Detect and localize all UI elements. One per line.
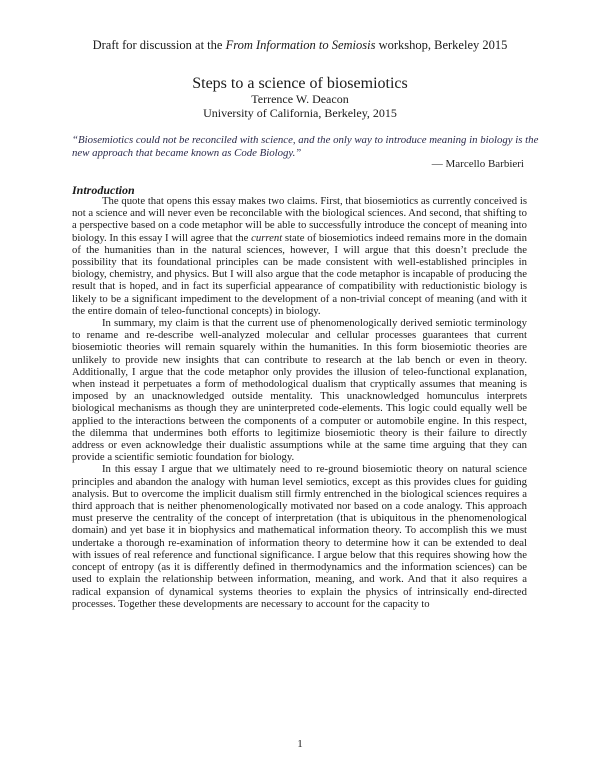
- author-name: Terrence W. Deacon: [251, 92, 349, 106]
- epigraph-attribution: — Marcello Barbieri: [431, 158, 524, 170]
- author-affiliation: University of California, Berkeley, 2015: [203, 106, 397, 120]
- paragraph-3: In this essay I argue that we ultimately need to re-ground biosemiotic theory on natural science principles and abandon the analogy with human level semiotics, except as this provides clues for guiding analysis. But to overcome the implicit dualism still firmly entrenched in the biological sciences requires a third approach that is neither phenomenologically motivated nor based on a code analogy. This approach must preserve the centrality of the concept of interpretation (that is ubiquitous in the phenomenological domain) and yet base it in biophysics and mathematical information theory. To accomplish this we must undertake a thorough re-examination of information theory to determine how it can be extended to deal with issues of real reference and functional significance. I argue below that this requires showing how the concept of entropy (as it is differently defined in thermodynamics and the information sciences) can be used to explain the relationship between information, meaning, and work. And that it also requires a radical expansion of dynamical systems theories to explain the physics of intrinsically end-directed processes. Together these developments are necessary to account for the capacity to: [72, 463, 527, 610]
- section-heading: Introduction: [72, 183, 135, 197]
- running-header: [0, 38, 600, 53]
- page-number: 1: [297, 738, 303, 750]
- body-text: [72, 195, 527, 610]
- header-prefix: Draft for discussion at the: [92, 38, 226, 52]
- paragraph-1-part-b: state of biosemiotics indeed remains more in the domain of the humanities than in the natural sciences, however, I will argue that this doesn’t preclude the possibility that its foundational principles can be made consistent with well-established principles in biology, chemistry, and physics. But I will also argue that the code metaphor is incapable of producing the result that is hoped, and in fact its superficial appearance of compatibility with reductionistic biology is likely to be a significant impediment to the development of a non-trivial concept of meaning (and with it the entire domain of teleo-functional concepts) in biology.: [72, 231, 527, 317]
- paragraph-1-part-a: The quote that opens this essay makes two claims. First, that biosemiotics as currently conceived is not a science and will never even be reconcilable with the biological sciences. And second, that shifting to a perspective based on a code metaphor will be able to successfully introduce the concept of meaning into biology. In this essay I will agree that the: [72, 195, 527, 244]
- paragraph-1: [72, 195, 527, 317]
- paragraph-2: In summary, my claim is that the current use of phenomenologically derived semiotic terminology to rename and re-describe well-analyzed molecular and cellular processes guarantees that current biosemiotic theories will remain squarely within the humanities. In this form biosemiotic theories are unlikely to provide new insights that can contribute to research at the lab bench or even in theory. Additionally, I argue that the code metaphor only provides the illusion of teleo-functional explanation, when instead it perpetuates a form of methodological dualism that cryptically assumes that meaning is imposed by an unacknowledged outside mentality. This unacknowledged homunculus interprets biological mechanisms as though they are uninterpreted code-elements. This logic could equally well be applied to the interactions between the components of a computer or automobile engine. In this respect, the dilemma that undermines both efforts to legitimize biosemiotic theory is their failure to directly address or even acknowledge their dualistic assumptions while at the same time arguing that they can provide a scientific semiotic foundation for biology.: [72, 317, 527, 464]
- emphasis-current: current: [251, 231, 283, 244]
- paper-title: Steps to a science of biosemiotics: [192, 75, 408, 92]
- title-block: [0, 75, 600, 120]
- header-suffix: workshop, Berkeley 2015: [375, 38, 508, 52]
- header-workshop-name: From Information to Semiosis: [225, 38, 376, 52]
- epigraph-quote: “Biosemiotics could not be reconciled with science, and the only way to introduce meaning in biology is the new approach that became known as Code Biology.”: [72, 134, 539, 159]
